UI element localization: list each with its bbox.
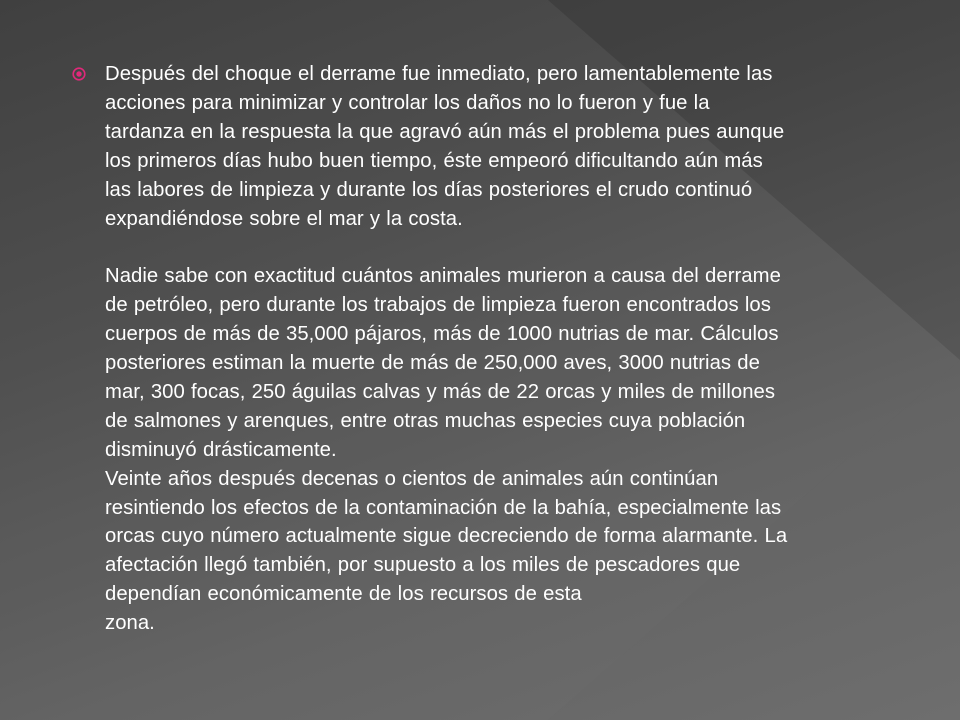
paragraph-line: posteriores estiman la muerte de más de 250,000 aves, 3000 nutrias de (105, 352, 760, 375)
paragraph-line: Veinte años después decenas o cientos de animales aún continúan (105, 467, 719, 490)
paragraph-line: Después del choque el derrame fue inmediato, pero lamentablemente las (105, 63, 773, 85)
bullet-item (72, 60, 922, 638)
paragraph-line: mar, 300 focas, 250 águilas calvas y más de 22 orcas y miles de millones (105, 380, 776, 403)
paragraph-line: de petróleo, pero durante los trabajos de limpieza fueron encontrados los (105, 294, 771, 317)
paragraph-1 (105, 60, 922, 233)
paragraph-line: acciones para minimizar y controlar los daños no lo fueron y fue la (105, 91, 710, 114)
paragraph-3 (105, 465, 922, 638)
paragraph-line: tardanza en la respuesta la que agravó aún más el problema pues aunque (105, 120, 785, 143)
circled-dot-icon (72, 67, 86, 81)
paragraph-line: afectación llegó también, por supuesto a los miles de pescadores que (105, 554, 741, 577)
paragraph-line: disminuyó drásticamente. (105, 438, 337, 461)
paragraph-line: los primeros días hubo buen tiempo, éste empeoró dificultando aún más (105, 149, 763, 172)
paragraph-2 (105, 262, 922, 464)
paragraph-line: resintiendo los efectos de la contaminación de la bahía, especialmente las (105, 496, 782, 519)
paragraph-spacer (105, 233, 922, 262)
paragraph-line: las labores de limpieza y durante los días posteriores el crudo continuó (105, 178, 753, 201)
paragraph-line: expandiéndose sobre el mar y la costa. (105, 207, 463, 230)
slide-content (72, 60, 922, 638)
bullet-text (105, 60, 922, 638)
paragraph-line: dependían económicamente de los recursos de esta (105, 583, 582, 606)
paragraph-line: de salmones y arenques, entre otras muchas especies cuya población (105, 409, 746, 432)
paragraph-line: Nadie sabe con exactitud cuántos animales murieron a causa del derrame (105, 265, 781, 288)
paragraph-line: orcas cuyo número actualmente sigue decreciendo de forma alarmante. La (105, 525, 788, 548)
paragraph-line: zona. (105, 612, 155, 635)
paragraph-line: cuerpos de más de 35,000 pájaros, más de 1000 nutrias de mar. Cálculos (105, 323, 779, 346)
